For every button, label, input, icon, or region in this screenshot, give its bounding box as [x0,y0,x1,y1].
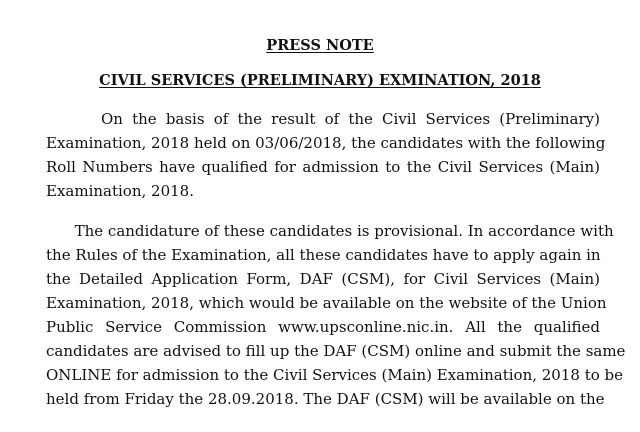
press-note-heading: PRESS NOTE [266,37,374,54]
paragraph-line: the Detailed Application Form, DAF (CSM), for Civil Services (Main) [46,270,600,288]
paragraph-line: On the basis of the result of the Civil Services (Preliminary) [46,110,600,128]
paragraph-line: the Rules of the Examination, all these candidates have to apply again in [46,246,601,264]
paragraph-line: Examination, 2018, which would be available on the website of the Union [46,294,607,312]
paragraph-line: Public Service Commission www.upsconline.nic.in. All the qualified [46,318,600,336]
paragraph-line: candidates are advised to fill up the DAF (CSM) online and submit the same [46,342,626,360]
paragraph-line: held from Friday the 28.09.2018. The DAF (CSM) will be available on the [46,390,605,408]
paragraph-line: Roll Numbers have qualified for admission to the Civil Services (Main) [46,158,600,176]
paragraph-line: Examination, 2018 held on 03/06/2018, the candidates with the following [46,134,606,152]
paragraph-line: Examination, 2018. [46,182,194,200]
paragraph-line: ONLINE for admission to the Civil Services (Main) Examination, 2018 to be [46,366,624,384]
exam-title-heading: CIVIL SERVICES (PRELIMINARY) EXMINATION, 2018 [99,72,541,89]
paragraph-line: The candidature of these candidates is provisional. In accordance with [46,222,614,240]
